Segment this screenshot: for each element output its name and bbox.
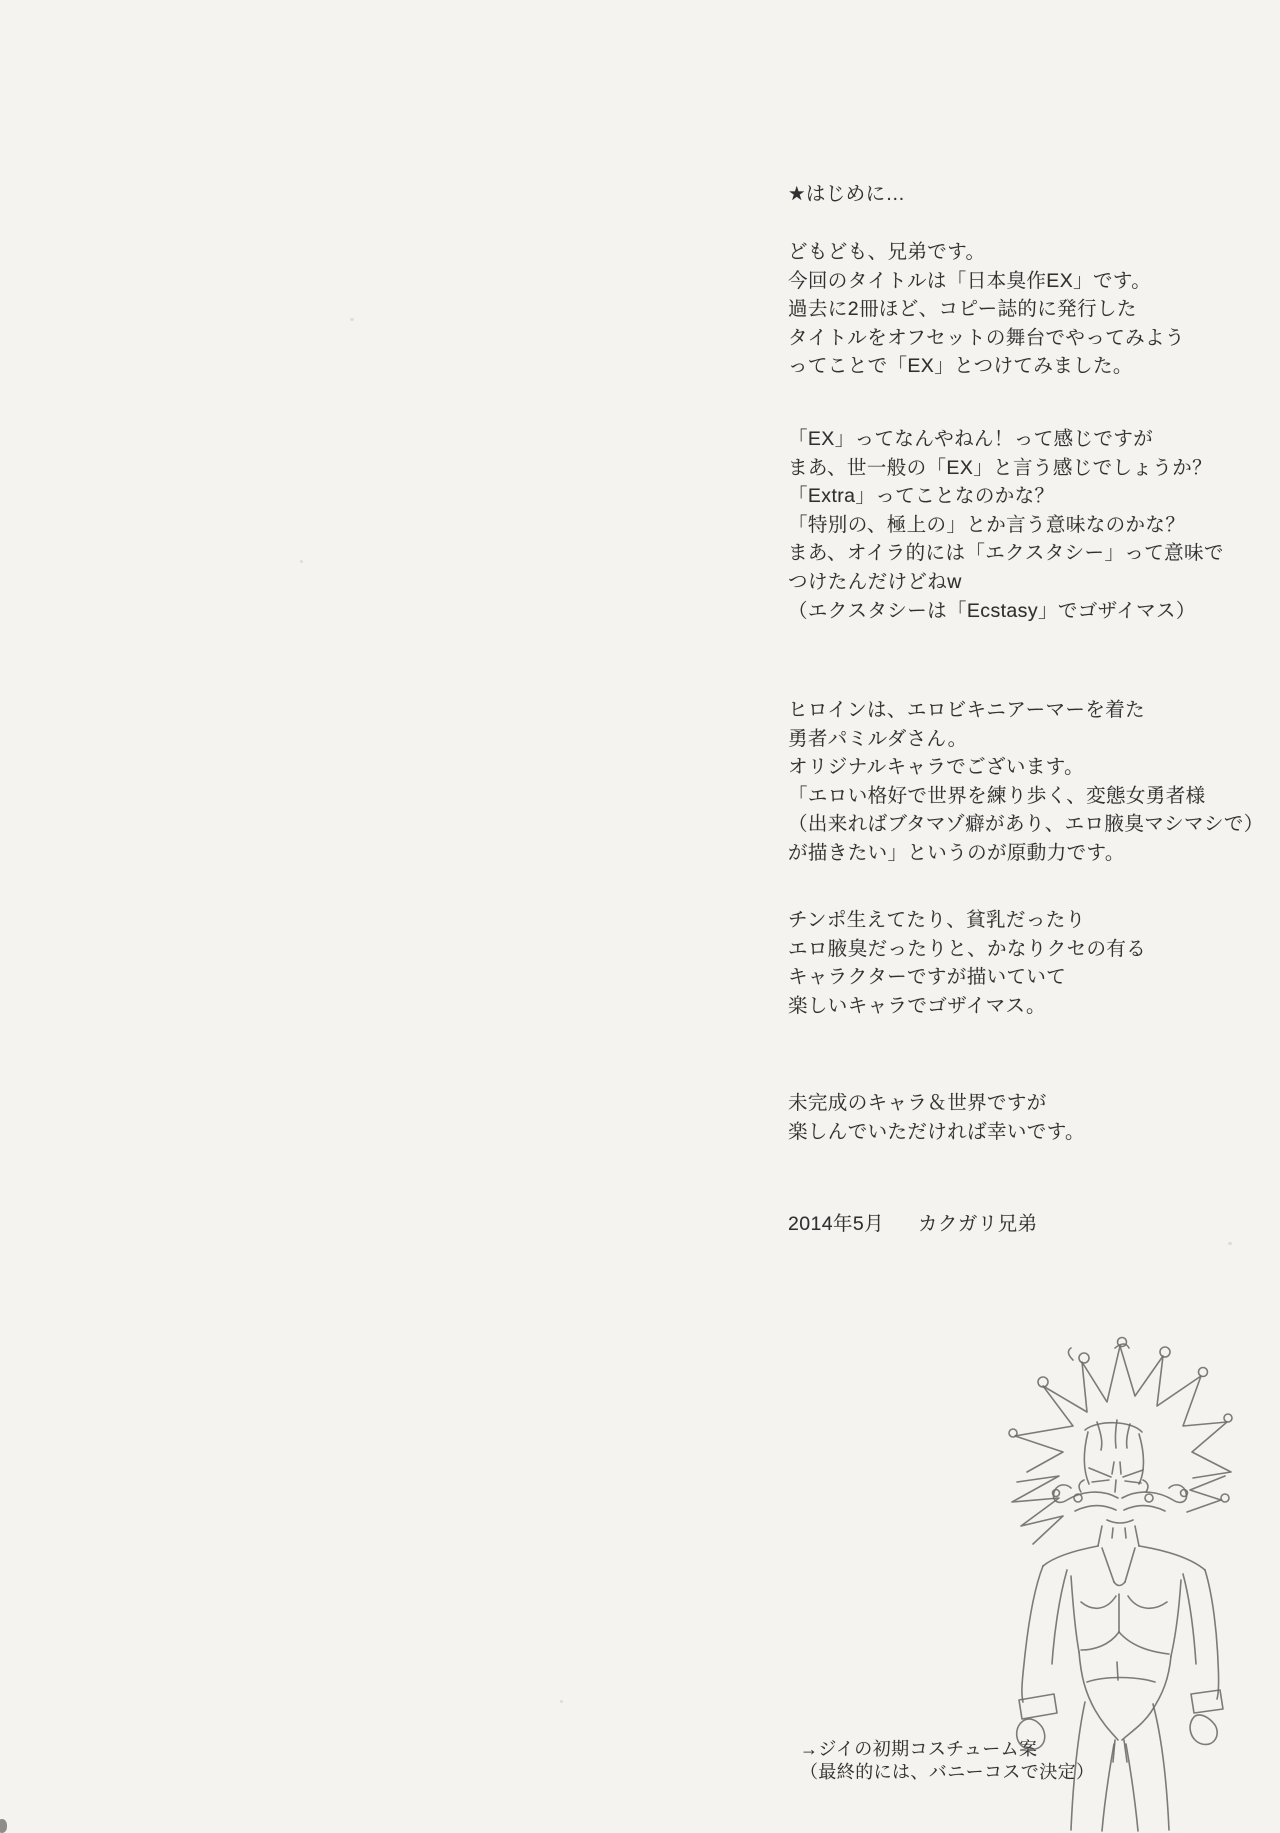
- afterword-line: チンポ生えてたり、貧乳だったり: [788, 909, 1086, 931]
- afterword-line: どもども、兄弟です。: [788, 241, 986, 263]
- afterword-line: 「特別の、極上の」とか言う意味なのかな？: [788, 513, 1186, 536]
- afterword-line: が描きたい」というのが原動力です。: [788, 841, 1125, 864]
- afterword-line: 今回のタイトルは「日本臭作EX」です。: [788, 269, 1152, 292]
- afterword-line: （出来ればブタマゾ癖があり、エロ腋臭マシマシで）: [788, 813, 1264, 836]
- costume-sketch: [985, 1330, 1240, 1833]
- afterword-line: （エクスタシーは「Ecstasy」でゴザイマス）: [788, 599, 1196, 622]
- signoff-date: 2014年5月: [788, 1213, 885, 1235]
- afterword-line: キャラクターですが描いていて: [788, 966, 1067, 989]
- afterword-line: 楽しんでいただければ幸いです。: [788, 1120, 1085, 1143]
- afterword-line: 過去に2冊ほど、コピー誌的に発行した: [788, 298, 1137, 321]
- sketch-caption-line-2: （最終的には、バニーコスで決定）: [800, 1762, 1095, 1782]
- afterword-paragraph-5: [788, 1089, 1085, 1146]
- afterword-line: 「EX」ってなんやねん！って感じですが: [788, 428, 1154, 450]
- afterword-line: ヒロインは、エロビキニアーマーを着た: [788, 699, 1146, 721]
- afterword-line: オリジナルキャラでございます。: [788, 756, 1084, 779]
- afterword-line: タイトルをオフセットの舞台でやってみよう: [788, 326, 1185, 349]
- afterword-paragraph-4: [788, 906, 1146, 1020]
- afterword-line: 「Extra」ってことなのかな？: [788, 485, 1055, 508]
- afterword-line: 未完成のキャラ＆世界ですが: [788, 1092, 1047, 1114]
- afterword-line: 楽しいキャラでゴザイマス。: [788, 994, 1046, 1017]
- afterword-line: 「エロい格好で世界を練り歩く、変態女勇者様: [788, 784, 1206, 807]
- afterword-paragraph-1: [788, 238, 1185, 381]
- scan-artifact: [300, 560, 303, 563]
- afterword-paragraph-3: [788, 696, 1264, 868]
- afterword-line: 勇者パミルダさん。: [788, 727, 968, 750]
- afterword-line: まあ、世一般の「EX」と言う感じでしょうか？: [788, 456, 1213, 479]
- scan-artifact: [560, 1700, 563, 1703]
- afterword-line: ってことで「EX」とつけてみました。: [788, 355, 1133, 378]
- sketch-caption-line-1: →ジイの初期コスチューム案: [800, 1739, 1038, 1759]
- scan-artifact: [350, 318, 354, 321]
- afterword-line: つけたんだけどねw: [788, 570, 962, 593]
- scan-artifact: [1228, 1242, 1232, 1245]
- page-corner-mark: [0, 1819, 7, 1833]
- page-title: ★はじめに…: [788, 183, 906, 205]
- afterword-line: まあ、オイラ的には「エクスタシー」って意味で: [788, 542, 1224, 565]
- signoff: [788, 1210, 1037, 1239]
- afterword-paragraph-2: [788, 425, 1224, 625]
- signoff-author: カクガリ兄弟: [918, 1213, 1038, 1235]
- afterword-line: エロ腋臭だったりと、かなりクセの有る: [788, 937, 1147, 960]
